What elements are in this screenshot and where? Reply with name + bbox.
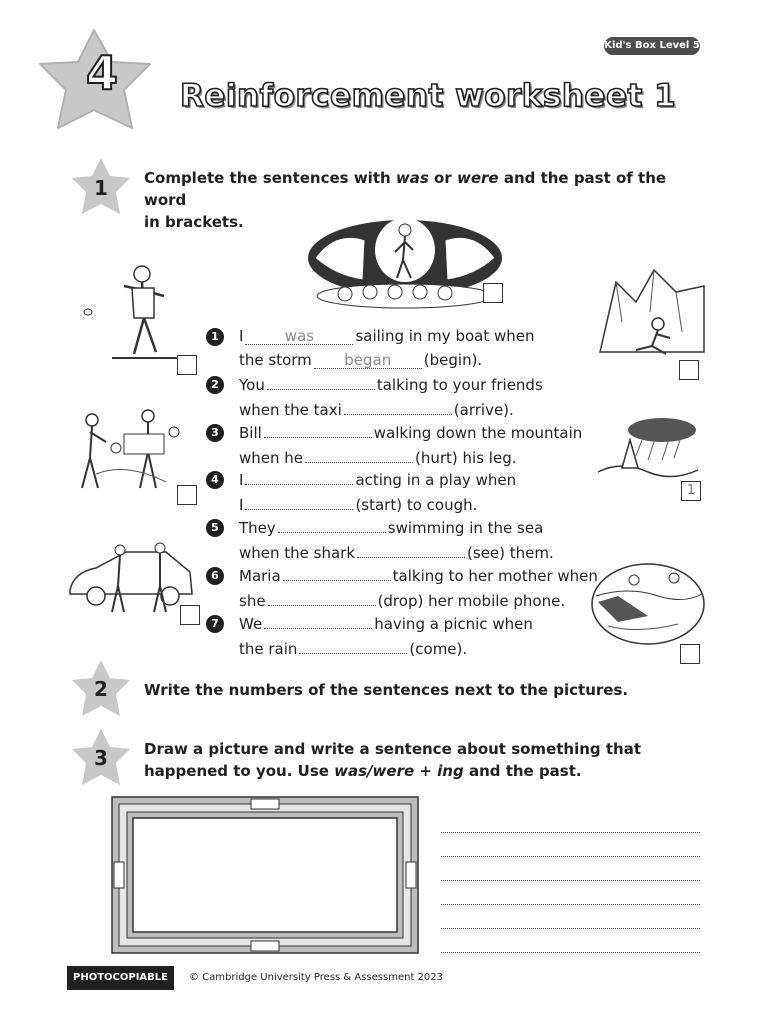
car-picture — [66, 538, 198, 616]
list-item: 5 They swimming in the sea when the shark (see) them. — [206, 516, 598, 564]
answer-box-storm[interactable]: 1 — [681, 481, 701, 501]
answer-field[interactable] — [305, 446, 413, 463]
list-item: 1 I was sailing in my boat when the storm began (begin). — [206, 325, 598, 373]
answer-field[interactable] — [267, 373, 375, 390]
list-item: 4 I acting in a play when I (start) to cough. — [206, 468, 598, 516]
answer-box-shark[interactable] — [680, 644, 700, 664]
section1-instruction: Complete the sentences with was or were and the past of the word in brackets. — [144, 169, 667, 231]
answer-field[interactable]: began — [314, 352, 422, 369]
drawing-frame[interactable] — [111, 796, 419, 954]
answer-field[interactable]: was — [245, 328, 353, 345]
level-badge: Kid's Box Level 5 — [604, 37, 700, 55]
photocopiable-badge: PHOTOCOPIABLE — [67, 966, 174, 990]
answer-field[interactable] — [245, 493, 353, 510]
sentence-number: 3 — [206, 424, 224, 442]
sentence-number: 1 — [206, 328, 224, 346]
market-picture — [66, 402, 192, 494]
list-item: 2 You talking to your friends when the taxi (arrive). — [206, 373, 598, 421]
answer-field[interactable] — [283, 564, 391, 581]
list-item: 6 Maria talking to her mother when she (drop) her mobile phone. — [206, 564, 598, 612]
answer-field[interactable] — [357, 541, 465, 558]
answer-field[interactable] — [245, 468, 353, 485]
sentence-number: 4 — [206, 471, 224, 489]
answer-field[interactable] — [264, 612, 372, 629]
section-number: 1 — [94, 176, 108, 200]
section-number: 3 — [94, 746, 108, 770]
answer-box-car[interactable] — [180, 605, 200, 625]
writing-line[interactable] — [441, 856, 700, 857]
stage-picture — [305, 210, 505, 310]
sentence-number: 2 — [206, 376, 224, 394]
answer-field[interactable] — [268, 589, 376, 606]
answer-field[interactable] — [278, 516, 386, 533]
writing-line[interactable] — [441, 880, 700, 881]
writing-line[interactable] — [441, 832, 700, 833]
answer-box-mountain[interactable] — [679, 360, 699, 380]
answer-box-market[interactable] — [177, 485, 197, 505]
section3-instruction: Draw a picture and write a sentence about something that happened to you. Use was/were + ing and the past. — [144, 740, 642, 780]
sentence-number: 5 — [206, 519, 224, 537]
writing-line[interactable] — [441, 904, 700, 905]
shark-picture — [588, 560, 708, 648]
answer-field[interactable] — [299, 637, 407, 654]
unit-number: 4 — [85, 46, 118, 100]
section-number: 2 — [94, 677, 108, 701]
writing-line[interactable] — [441, 952, 700, 953]
answer-box-boy[interactable] — [177, 355, 197, 375]
boy-picture — [72, 258, 192, 366]
list-item: 3 Bill walking down the mountain when he (hurt) his leg. — [206, 421, 598, 469]
answer-field[interactable] — [264, 421, 372, 438]
list-item: 7 We having a picnic when the rain (come). — [206, 612, 598, 660]
writing-line[interactable] — [441, 928, 700, 929]
mountain-picture — [596, 262, 708, 362]
sentence-number: 6 — [206, 567, 224, 585]
answer-field[interactable] — [344, 398, 452, 415]
storm-picture — [592, 416, 704, 488]
page-title: Reinforcement worksheet 1 — [180, 78, 677, 114]
copyright-text: © Cambridge University Press & Assessment 2023 — [189, 972, 444, 983]
section2-instruction: Write the numbers of the sentences next to the pictures. — [144, 681, 629, 699]
sentence-list — [206, 325, 598, 660]
answer-box-stage[interactable] — [483, 283, 503, 303]
sentence-number: 7 — [206, 615, 224, 633]
